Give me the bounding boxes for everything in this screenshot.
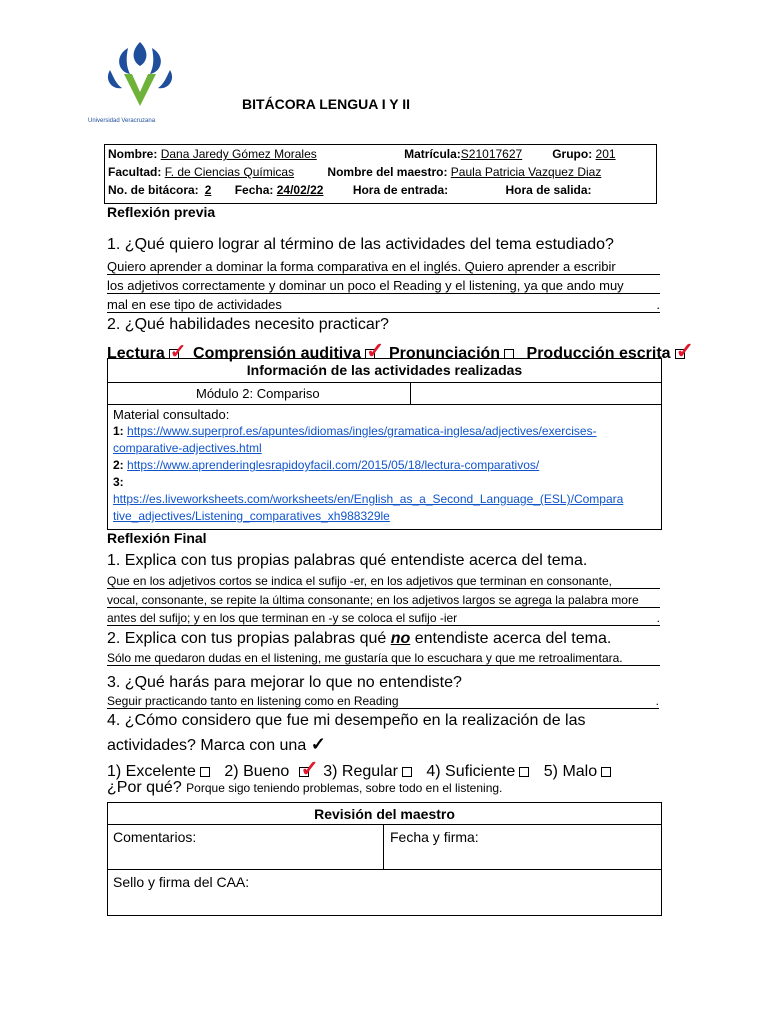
option-regular: 3) Regular bbox=[323, 763, 398, 780]
final-answer-2: Sólo me quedaron dudas en el listening, me gustaría que lo escuchara y que me retroalimentara. bbox=[107, 651, 660, 666]
final-question-4-line-2 bbox=[107, 734, 326, 755]
link-3-continuation[interactable]: tive_adjectives/Listening_comparatives_xh988329le bbox=[113, 509, 390, 523]
link-3[interactable]: https://es.liveworksheets.com/worksheets/en/English_as_a_Second_Language_(ESL)/Compara bbox=[113, 492, 624, 506]
porque-value: Porque sigo teniendo problemas, sobre todo en el listening. bbox=[186, 781, 503, 795]
link-1-cont bbox=[113, 441, 262, 455]
bitacora-label: No. de bitácora: bbox=[108, 183, 199, 197]
option-bueno: 2) Bueno bbox=[224, 763, 290, 780]
document-title: BITÁCORA LENGUA I Y II bbox=[242, 96, 411, 112]
comentarios-label: Comentarios: bbox=[113, 829, 197, 845]
previa-answer-1-line-1: Quiero aprender a dominar la forma comparativa en el inglés. Quiero aprender a escribir bbox=[107, 259, 660, 275]
facultad-label: Facultad: bbox=[108, 165, 162, 179]
porque-label: ¿Por qué? bbox=[107, 779, 182, 796]
final-question-2 bbox=[107, 630, 611, 648]
final-answer-1-text: antes del sufijo; y en los que terminan en -y se coloca el sufijo -ier bbox=[107, 611, 458, 625]
option-suficiente: 4) Suficiente bbox=[426, 763, 516, 780]
material-label: Material consultado: bbox=[113, 407, 230, 422]
divider bbox=[107, 824, 662, 825]
check-mark-icon: ✓ bbox=[310, 734, 326, 754]
link-1-number: 1: bbox=[113, 424, 124, 438]
option-malo: 5) Malo bbox=[543, 763, 598, 780]
grupo-label: Grupo: bbox=[552, 147, 593, 161]
header-row-1 bbox=[108, 147, 616, 161]
final-question-2-no: no bbox=[390, 630, 411, 647]
link-3-cont bbox=[113, 509, 390, 523]
header-row-2 bbox=[108, 165, 601, 179]
info-heading: Información de las actividades realizadas bbox=[246, 362, 523, 378]
matricula-label: Matrícula: bbox=[404, 147, 461, 161]
checkbox-regular[interactable] bbox=[402, 767, 412, 777]
porque-row bbox=[107, 779, 502, 797]
final-answer-1-line-2: vocal, consonante, se repite la última consonante; en los adjetivos largos se agrega la palabra more bbox=[107, 593, 660, 608]
skill-lectura: Lectura bbox=[107, 345, 165, 362]
link-1[interactable]: https://www.superprof.es/apuntes/idiomas/ingles/gramatica-inglesa/adjectives/exercises- bbox=[127, 424, 597, 438]
maestro-value: Paula Patricia Vazquez Diaz bbox=[450, 165, 602, 179]
checkbox-suficiente[interactable] bbox=[519, 767, 529, 777]
link-2-number: 2: bbox=[113, 458, 124, 472]
reflexion-final-heading: Reflexión Final bbox=[107, 530, 207, 546]
checkbox-excelente[interactable] bbox=[200, 767, 210, 777]
bitacora-value: 2 bbox=[204, 183, 212, 197]
check-mark-icon: ✓ bbox=[366, 338, 385, 363]
previa-answer-1-line-2: los adjetivos correctamente y dominar un poco el Reading y el listening, ya que ando muy bbox=[107, 278, 660, 294]
previa-answer-1-line-3: mal en ese tipo de actividades . bbox=[107, 297, 660, 312]
final-question-2-pre: 2. Explica con tus propias palabras qué bbox=[107, 630, 391, 647]
maestro-label: Nombre del maestro: bbox=[327, 165, 448, 179]
fecha-value: 24/02/22 bbox=[276, 183, 324, 197]
logo-flame-icon bbox=[100, 40, 180, 112]
skill-produccion: Producción escrita bbox=[526, 345, 671, 362]
matricula-value: S21017627 bbox=[460, 147, 523, 161]
final-question-2-post: entendiste acerca del tema. bbox=[410, 630, 612, 647]
check-mark-icon: ✓ bbox=[675, 338, 694, 363]
final-answer-3: Seguir practicando tanto en listening como en Reading . bbox=[107, 694, 659, 708]
divider bbox=[107, 404, 662, 405]
header-row-3 bbox=[108, 183, 638, 197]
nombre-label: Nombre: bbox=[108, 147, 158, 161]
nombre-value: Dana Jaredy Gómez Morales bbox=[160, 147, 317, 161]
final-question-4-text: actividades? Marca con una bbox=[107, 737, 307, 754]
fecha-firma-label: Fecha y firma: bbox=[390, 829, 479, 845]
final-question-4-line-1: 4. ¿Cómo considero que fue mi desempeño en la realización de las bbox=[107, 712, 586, 729]
skill-comprension: Comprensión auditiva bbox=[193, 345, 362, 362]
option-excelente: 1) Excelente bbox=[107, 763, 196, 780]
sello-label: Sello y firma del CAA: bbox=[113, 874, 250, 890]
divider bbox=[410, 382, 411, 404]
previa-question-1: 1. ¿Qué quiero lograr al término de las actividades del tema estudiado? bbox=[107, 236, 614, 253]
check-mark-icon: ✓ bbox=[300, 756, 319, 781]
divider bbox=[383, 824, 384, 869]
link-2[interactable]: https://www.aprenderinglesrapidoyfacil.com/2015/05/18/lectura-comparativos/ bbox=[127, 458, 540, 472]
final-answer-1-line-1: Que en los adjetivos cortos se indica el sufijo -er, en los adjetivos que terminan en consonante, bbox=[107, 574, 660, 589]
final-question-1: 1. Explica con tus propias palabras qué entendiste acerca del tema. bbox=[107, 552, 588, 569]
final-question-3: 3. ¿Qué harás para mejorar lo que no entendiste? bbox=[107, 674, 462, 691]
revision-heading: Revisión del maestro bbox=[314, 806, 455, 822]
checkbox-malo[interactable] bbox=[601, 767, 611, 777]
previa-question-2: 2. ¿Qué habilidades necesito practicar? bbox=[107, 316, 389, 333]
skill-pronunciacion: Pronunciación bbox=[388, 345, 501, 362]
previa-answer-1-text: mal en ese tipo de actividades bbox=[107, 297, 282, 312]
link-2-row bbox=[113, 458, 539, 472]
logo-caption: Universidad Veracruzana bbox=[88, 118, 156, 124]
grupo-value: 201 bbox=[595, 147, 616, 161]
entrada-label: Hora de entrada: bbox=[352, 183, 449, 197]
link-1-row bbox=[113, 424, 597, 438]
divider bbox=[107, 382, 662, 383]
university-logo bbox=[88, 40, 180, 124]
salida-label: Hora de salida: bbox=[505, 183, 592, 197]
link-1-continuation[interactable]: comparative-adjectives.html bbox=[113, 441, 262, 455]
facultad-value: F. de Ciencias Químicas bbox=[164, 165, 295, 179]
check-mark-icon: ✓ bbox=[169, 341, 187, 363]
modulo-cell: Módulo 2: Compariso bbox=[196, 386, 320, 401]
final-answer-3-text: Seguir practicando tanto en listening como en Reading bbox=[107, 694, 399, 708]
reflexion-previa-heading: Reflexión previa bbox=[107, 204, 216, 220]
link-3-number: 3: bbox=[113, 475, 124, 489]
link-3-row bbox=[113, 492, 623, 506]
final-answer-1-line-3: antes del sufijo; y en los que terminan en -y se coloca el sufijo -ier . bbox=[107, 611, 660, 625]
fecha-label: Fecha: bbox=[234, 183, 274, 197]
divider bbox=[107, 869, 662, 870]
